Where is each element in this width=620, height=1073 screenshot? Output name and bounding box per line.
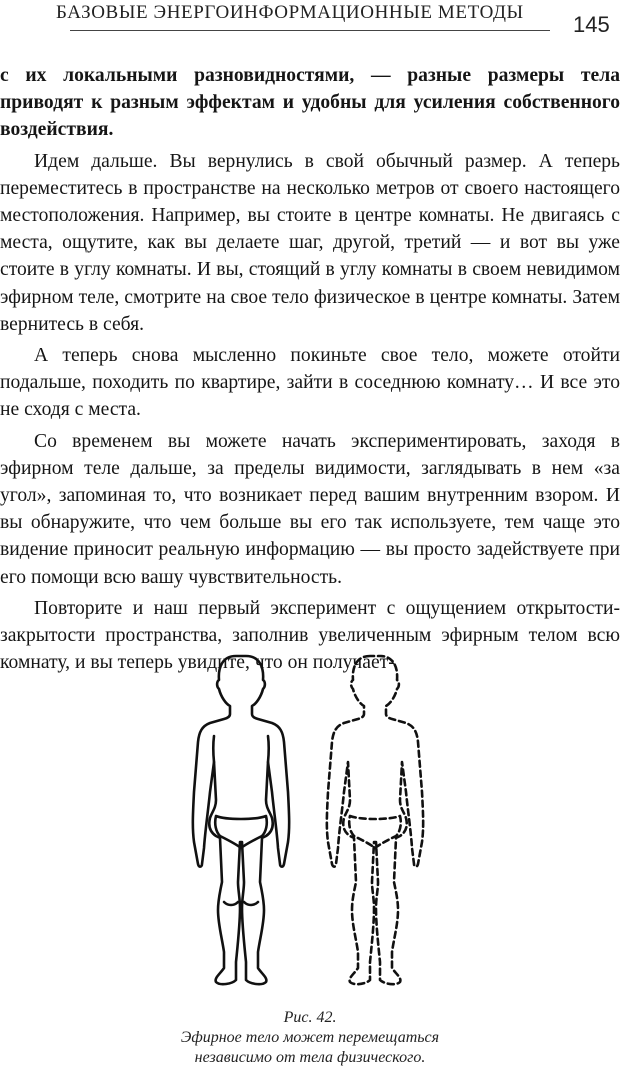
figure-label: Рис. 42. — [283, 1009, 337, 1026]
paragraph-5: Повторите и наш первый эксперимент с ощущением открытости-закрытости пространства, заполнив увеличенным эфирным телом всю комнату, и вы теперь увидите, что он получает- — [0, 597, 620, 674]
caption-line-2: независимо от тела физического. — [194, 1049, 426, 1066]
figure-caption — [0, 1008, 620, 1068]
figure-42-illustration — [180, 652, 440, 998]
paragraph-3: А теперь снова мысленно покиньте свое тело, можете отойти подальше, походить по квартире, зайти в соседнюю комнату… И все это не сходя с места. — [0, 345, 620, 421]
paragraph-4: Со временем вы можете начать экспериментировать, заходя в эфирном теле дальше, за пределы видимости, заглядывать в нем «за угол», запоминая то, что возникает перед вашим внутренним взором. И вы обнаружите, что чем больше вы его так используете, тем чаще это видение приносит реальную информацию — вы просто задействуете при его помощи всю вашу чувствительность. — [0, 430, 620, 588]
running-header-title: БАЗОВЫЕ ЭНЕРГОИНФОРМАЦИОННЫЕ МЕТОДЫ — [56, 2, 524, 23]
paragraph-2: Идем дальше. Вы вернулись в свой обычный размер. А теперь переместитесь в пространстве на несколько метров от своего настоящего местоположения. Например, вы стоите в центре комнаты. Не двигаясь с места, ощутите, как вы делаете шаг, другой, третий — и вот вы уже стоите в углу комнаты. И вы, стоящий в углу комнаты в своем невидимом эфирном теле, смотрите на свое тело физическое в центре комнаты. Затем вернитесь в себя. — [0, 150, 620, 335]
physical-body-figure — [193, 656, 289, 984]
etheric-body-figure — [327, 656, 423, 984]
running-header — [0, 0, 620, 40]
caption-line-1: Эфирное тело может перемещаться — [180, 1029, 440, 1046]
body-text — [0, 62, 620, 676]
paragraph-1: с их локальными разновидностями, — разные размеры тела приводят к разным эффектам и удобны для усиления собственного воздействия. — [0, 65, 620, 141]
header-rule — [70, 30, 550, 31]
page-number: 145 — [573, 12, 610, 37]
